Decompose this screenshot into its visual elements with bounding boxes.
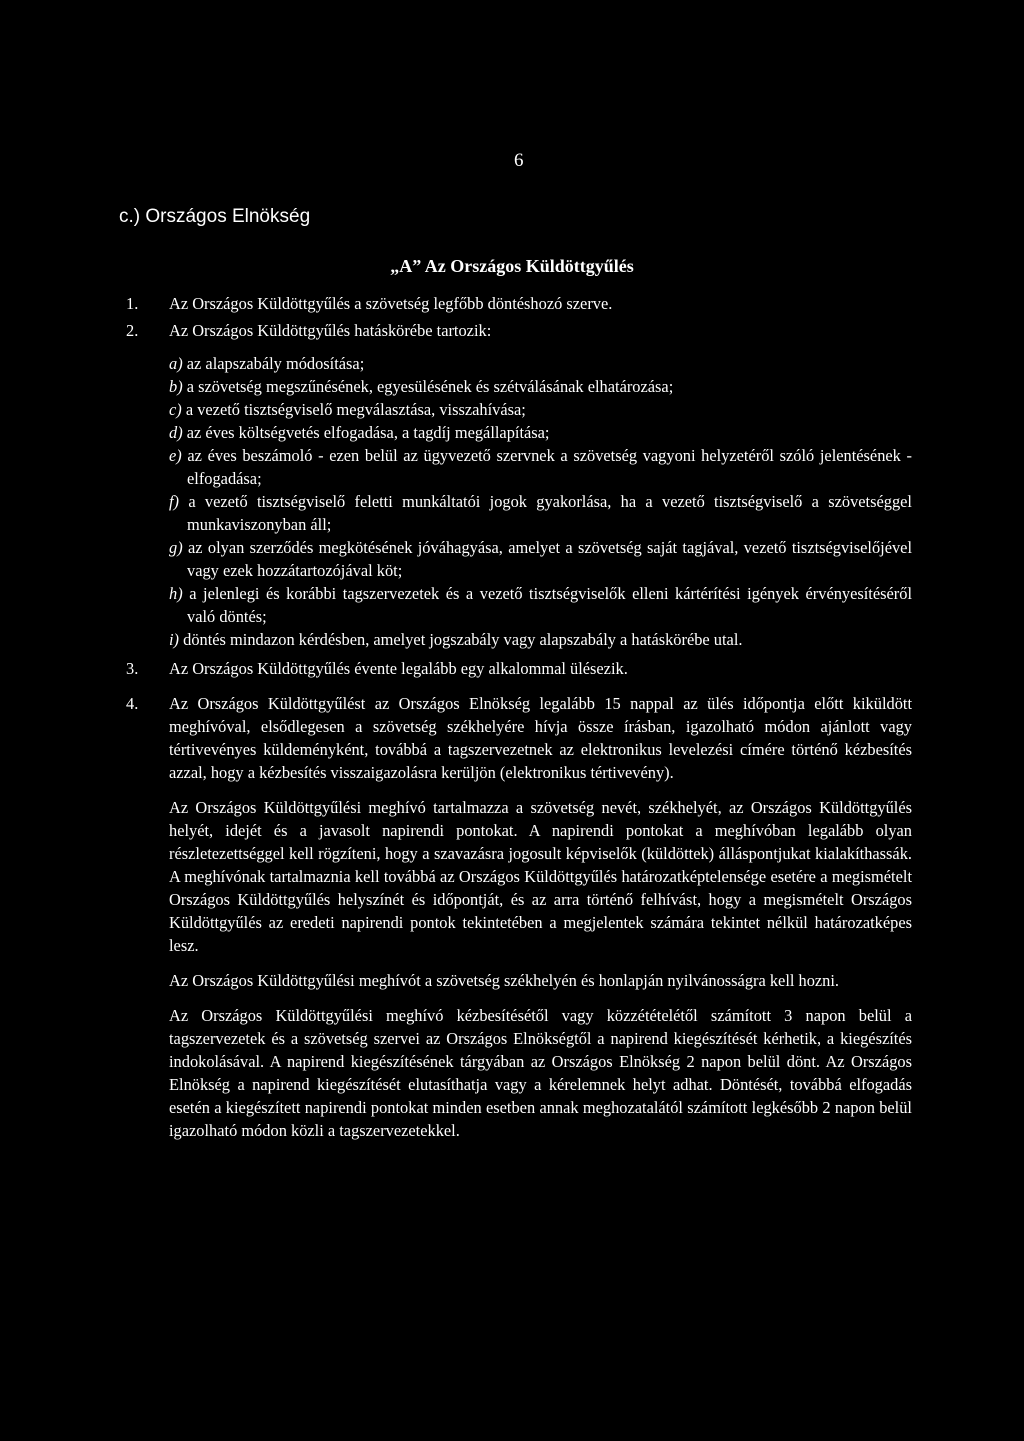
list-item-3 bbox=[126, 657, 912, 680]
subitem-text: az éves költségvetés elfogadása, a tagdíj megállapítása; bbox=[186, 423, 550, 442]
subitem-text: a szövetség megszűnésének, egyesülésének és szétválásának elhatározása; bbox=[186, 377, 674, 396]
subitem-text: az alapszabály módosítása; bbox=[186, 354, 365, 373]
subitem-text: a vezető tisztségviselő feletti munkáltatói jogok gyakorlása, ha a vezető tisztségviselő a szövetséggel munkaviszonyban áll; bbox=[187, 492, 912, 534]
item-number: 1. bbox=[126, 294, 139, 313]
subitem-text: az olyan szerződés megkötésének jóváhagyása, amelyet a szövetség saját tagjával, vezető tisztségviselőjével vagy ezek hozzátartozójával köt; bbox=[187, 538, 912, 580]
list-item-4 bbox=[126, 692, 912, 784]
subitem-letter: b) bbox=[169, 377, 183, 396]
subitem-i bbox=[169, 628, 912, 651]
subitem-letter: d) bbox=[169, 423, 183, 442]
subitem-letter: g) bbox=[169, 538, 183, 557]
subitem-h bbox=[169, 582, 912, 628]
subitem-letter: i) bbox=[169, 630, 180, 649]
item-number: 2. bbox=[126, 321, 139, 340]
subitem-letter: f) bbox=[169, 492, 180, 511]
item-text: Az Országos Küldöttgyűlés a szövetség legfőbb döntéshozó szerve. bbox=[169, 294, 613, 313]
item-text: Az Országos Küldöttgyűlés évente legalább egy alkalommal ülésezik. bbox=[169, 659, 628, 678]
subitem-text: döntés mindazon kérdésben, amelyet jogszabály vagy alapszabály a hatáskörébe utal. bbox=[183, 630, 743, 649]
paragraph-agenda-supplement: Az Országos Küldöttgyűlési meghívó kézbesítésétől vagy közzétételétől számított 3 napon belül a tagszervezetek és a szövetség szervei az Országos Elnökségtől a napirend kiegészítését kérhetik, a kiegészítés indokolásával. A napirend kiegészítésének tárgyában az Országos Elnökség 2 napon belül dönt. Az Országos Elnökség a napirend kiegészítését elutasíthatja vagy a kérelemnek helyt adhat. Döntését, továbbá elfogadás esetén a kiegészített napirendi pontokat minden esetben annak meghozatalától számított legkésőbb 2 napon belül igazolható módon közli a tagszervezetekkel. bbox=[169, 1006, 912, 1140]
document-title: „A” Az Országos Küldöttgyűlés bbox=[390, 256, 634, 276]
subitem-e bbox=[169, 444, 912, 490]
subitem-letter: a) bbox=[169, 354, 183, 373]
item-text: Az Országos Küldöttgyűlést az Országos Elnökség legalább 15 nappal az ülés időpontja előtt kiküldött meghívóval, elsődlegesen a szövetség székhelyére hívja össze írásban, igazolható módon ajánlott vagy tértivevényes küldeményként, továbbá a tagszervezetnek az elektronikus levelezési címére történő kézbesítés azzal, hogy a kézbesítés visszaigazolásra kerüljön (elektronikus tértivevény). bbox=[169, 694, 912, 782]
subitem-b bbox=[169, 375, 912, 398]
subitem-letter: e) bbox=[169, 446, 182, 465]
subitem-text: a jelenlegi és korábbi tagszervezetek és a vezető tisztségviselők elleni kártérítési igények érvényesítéséről való döntés; bbox=[187, 584, 913, 626]
page-number: 6 bbox=[514, 150, 524, 171]
subitem-letter: c) bbox=[169, 400, 182, 419]
item-number: 4. bbox=[126, 694, 139, 713]
subitem-letter: h) bbox=[169, 584, 183, 603]
item-text: Az Országos Küldöttgyűlés hatáskörébe tartozik: bbox=[169, 321, 492, 340]
subitem-f bbox=[169, 490, 912, 536]
subitem-text: az éves beszámoló - ezen belül az ügyvezető szervnek a szövetség vagyoni helyzetéről szóló jelentésének - elfogadása; bbox=[187, 446, 912, 488]
subitem-text: a vezető tisztségviselő megválasztása, visszahívása; bbox=[185, 400, 526, 419]
list-item-2 bbox=[126, 319, 912, 342]
list-item-1 bbox=[126, 292, 912, 315]
subitem-c bbox=[169, 398, 912, 421]
document-body bbox=[126, 292, 912, 1142]
paragraph-invitation-publication: Az Országos Küldöttgyűlési meghívót a szövetség székhelyén és honlapján nyilvánosságra kell hozni. bbox=[169, 971, 840, 990]
item-number: 3. bbox=[126, 659, 139, 678]
subitem-g bbox=[169, 536, 912, 582]
subitem-d bbox=[169, 421, 912, 444]
paragraph-invitation-content: Az Országos Küldöttgyűlési meghívó tartalmazza a szövetség nevét, székhelyét, az Országos Küldöttgyűlés helyét, idejét és a javasolt napirendi pontokat. A napirendi pontokat a meghívóban legalább olyan részletezettséggel kell rögzíteni, hogy a szavazásra jogosult képviselők (küldöttek) álláspontjukat kialakíthassák. A meghívónak tartalmaznia kell továbbá az Országos Küldöttgyűlés határozatképtelensége esetére a megismételt Országos Küldöttgyűlés helyszínét és időpontját, és az arra történő felhívást, hogy a megismételt Országos Küldöttgyűlés az eredeti napirendi pontok tekintetében a megjelentek számára tekintet nélkül határozatképes lesz. bbox=[169, 798, 912, 955]
subitem-a bbox=[169, 352, 912, 375]
section-heading: c.) Országos Elnökség bbox=[119, 206, 311, 227]
competence-list bbox=[126, 352, 912, 651]
